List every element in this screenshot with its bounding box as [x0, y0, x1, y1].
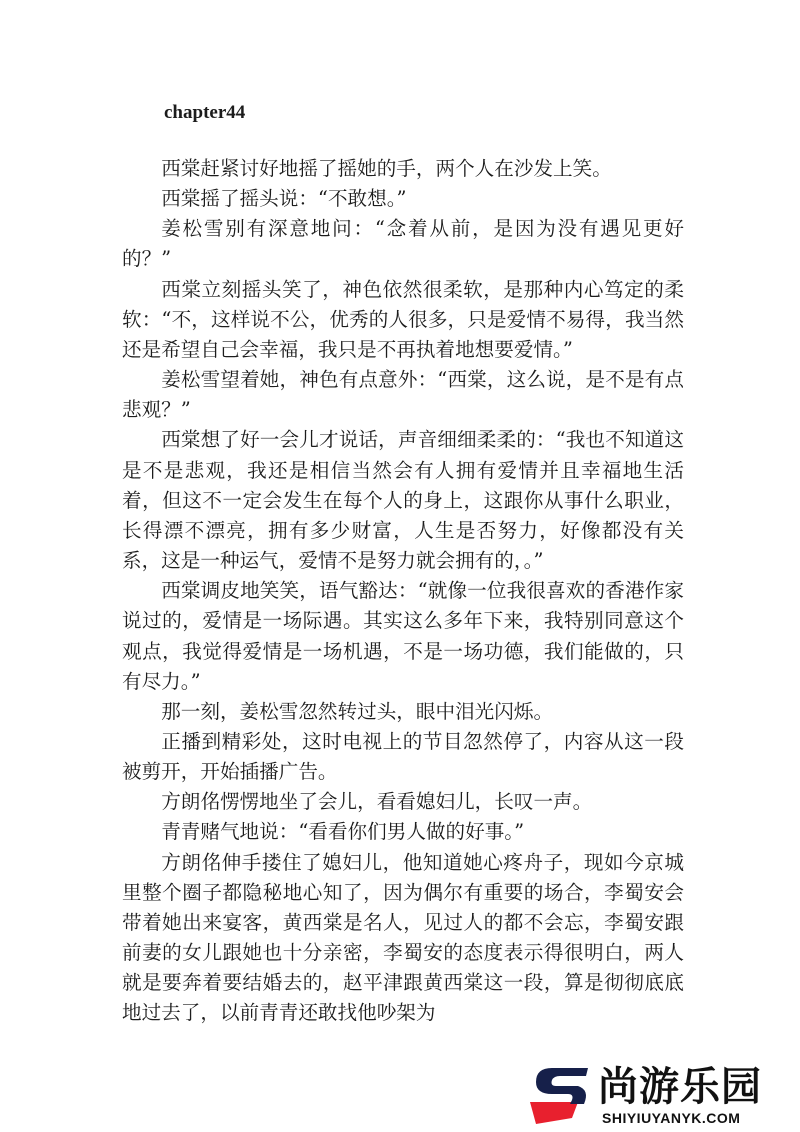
paragraph: 西棠立刻摇头笑了，神色依然很柔软，是那种内心笃定的柔软：“不，这样说不公，优秀的人很多，只是爱情不易得，我当然还是希望自己会幸福，我只是不再执着地想要爱情。”: [122, 277, 684, 361]
chapter-body: [122, 154, 684, 1029]
paragraph: 姜松雪望着她，神色有点意外：“西棠，这么说，是不是有点悲观？”: [122, 368, 684, 422]
paragraph: 西棠调皮地笑笑，语气豁达：“就像一位我很喜欢的香港作家说过的，爱情是一场际遇。其实这么多年下来，我特别同意这个观点，我觉得爱情是一场机遇，不是一场功德，我们能做的，只有尽力。”: [122, 579, 684, 693]
brand-domain: SHIYIUYANYK.COM: [602, 1110, 741, 1126]
paragraph: 方朗佲伸手搂住了媳妇儿，他知道她心疼舟子，现如今京城里整个圈子都隐秘地心知了，因为偶尔有重要的场合，李蜀安会带着她出来宴客，黄西棠是名人，见过人的都不会忘，李蜀安跟前妻的女儿跟她也十分亲密，李蜀安的态度表示得很明白，两人就是要奔着要结婚去的，赵平津跟黄西棠这一段，算是彻彻底底地过去了，以前青青还敢找他吵架为: [122, 850, 684, 1025]
paragraph: 青青赌气地说：“看看你们男人做的好事。”: [161, 820, 525, 844]
logo-s-shape: [536, 1068, 588, 1104]
paragraph: 西棠摇了摇头说：“不敢想。”: [161, 187, 407, 211]
paragraph: 姜松雪别有深意地问：“念着从前，是因为没有遇见更好的？”: [122, 217, 684, 271]
brand-name-cn: 尚游乐园: [598, 1064, 762, 1110]
paragraph: 正播到精彩处，这时电视上的节目忽然停了，内容从这一段被剪开，开始插播广告。: [122, 729, 684, 784]
site-watermark: [528, 1062, 798, 1128]
paragraph: 那一刻，姜松雪忽然转过头，眼中泪光闪烁。: [161, 699, 554, 723]
paragraph: 西棠想了好一会儿才说话，声音细细柔柔的：“我也不知道这是不是悲观，我还是相信当然会有人拥有爱情并且幸福地生活着，但这不一定会发生在每个人的身上，这跟你从事什么职业，长得漂不漂亮，拥有多少财富，人生是否努力，好像都没有关系，这是一种运气，爱情不是努力就会拥有的，。”: [122, 428, 684, 573]
paragraph: 方朗佲愣愣地坐了会儿，看看媳妇儿，长叹一声。: [161, 790, 593, 814]
logo-red-wedge: [530, 1102, 578, 1124]
brand-logo-icon: [528, 1062, 592, 1126]
chapter-heading: chapter44: [164, 102, 246, 123]
paragraph: 西棠赶紧讨好地摇了摇她的手，两个人在沙发上笑。: [161, 157, 612, 180]
